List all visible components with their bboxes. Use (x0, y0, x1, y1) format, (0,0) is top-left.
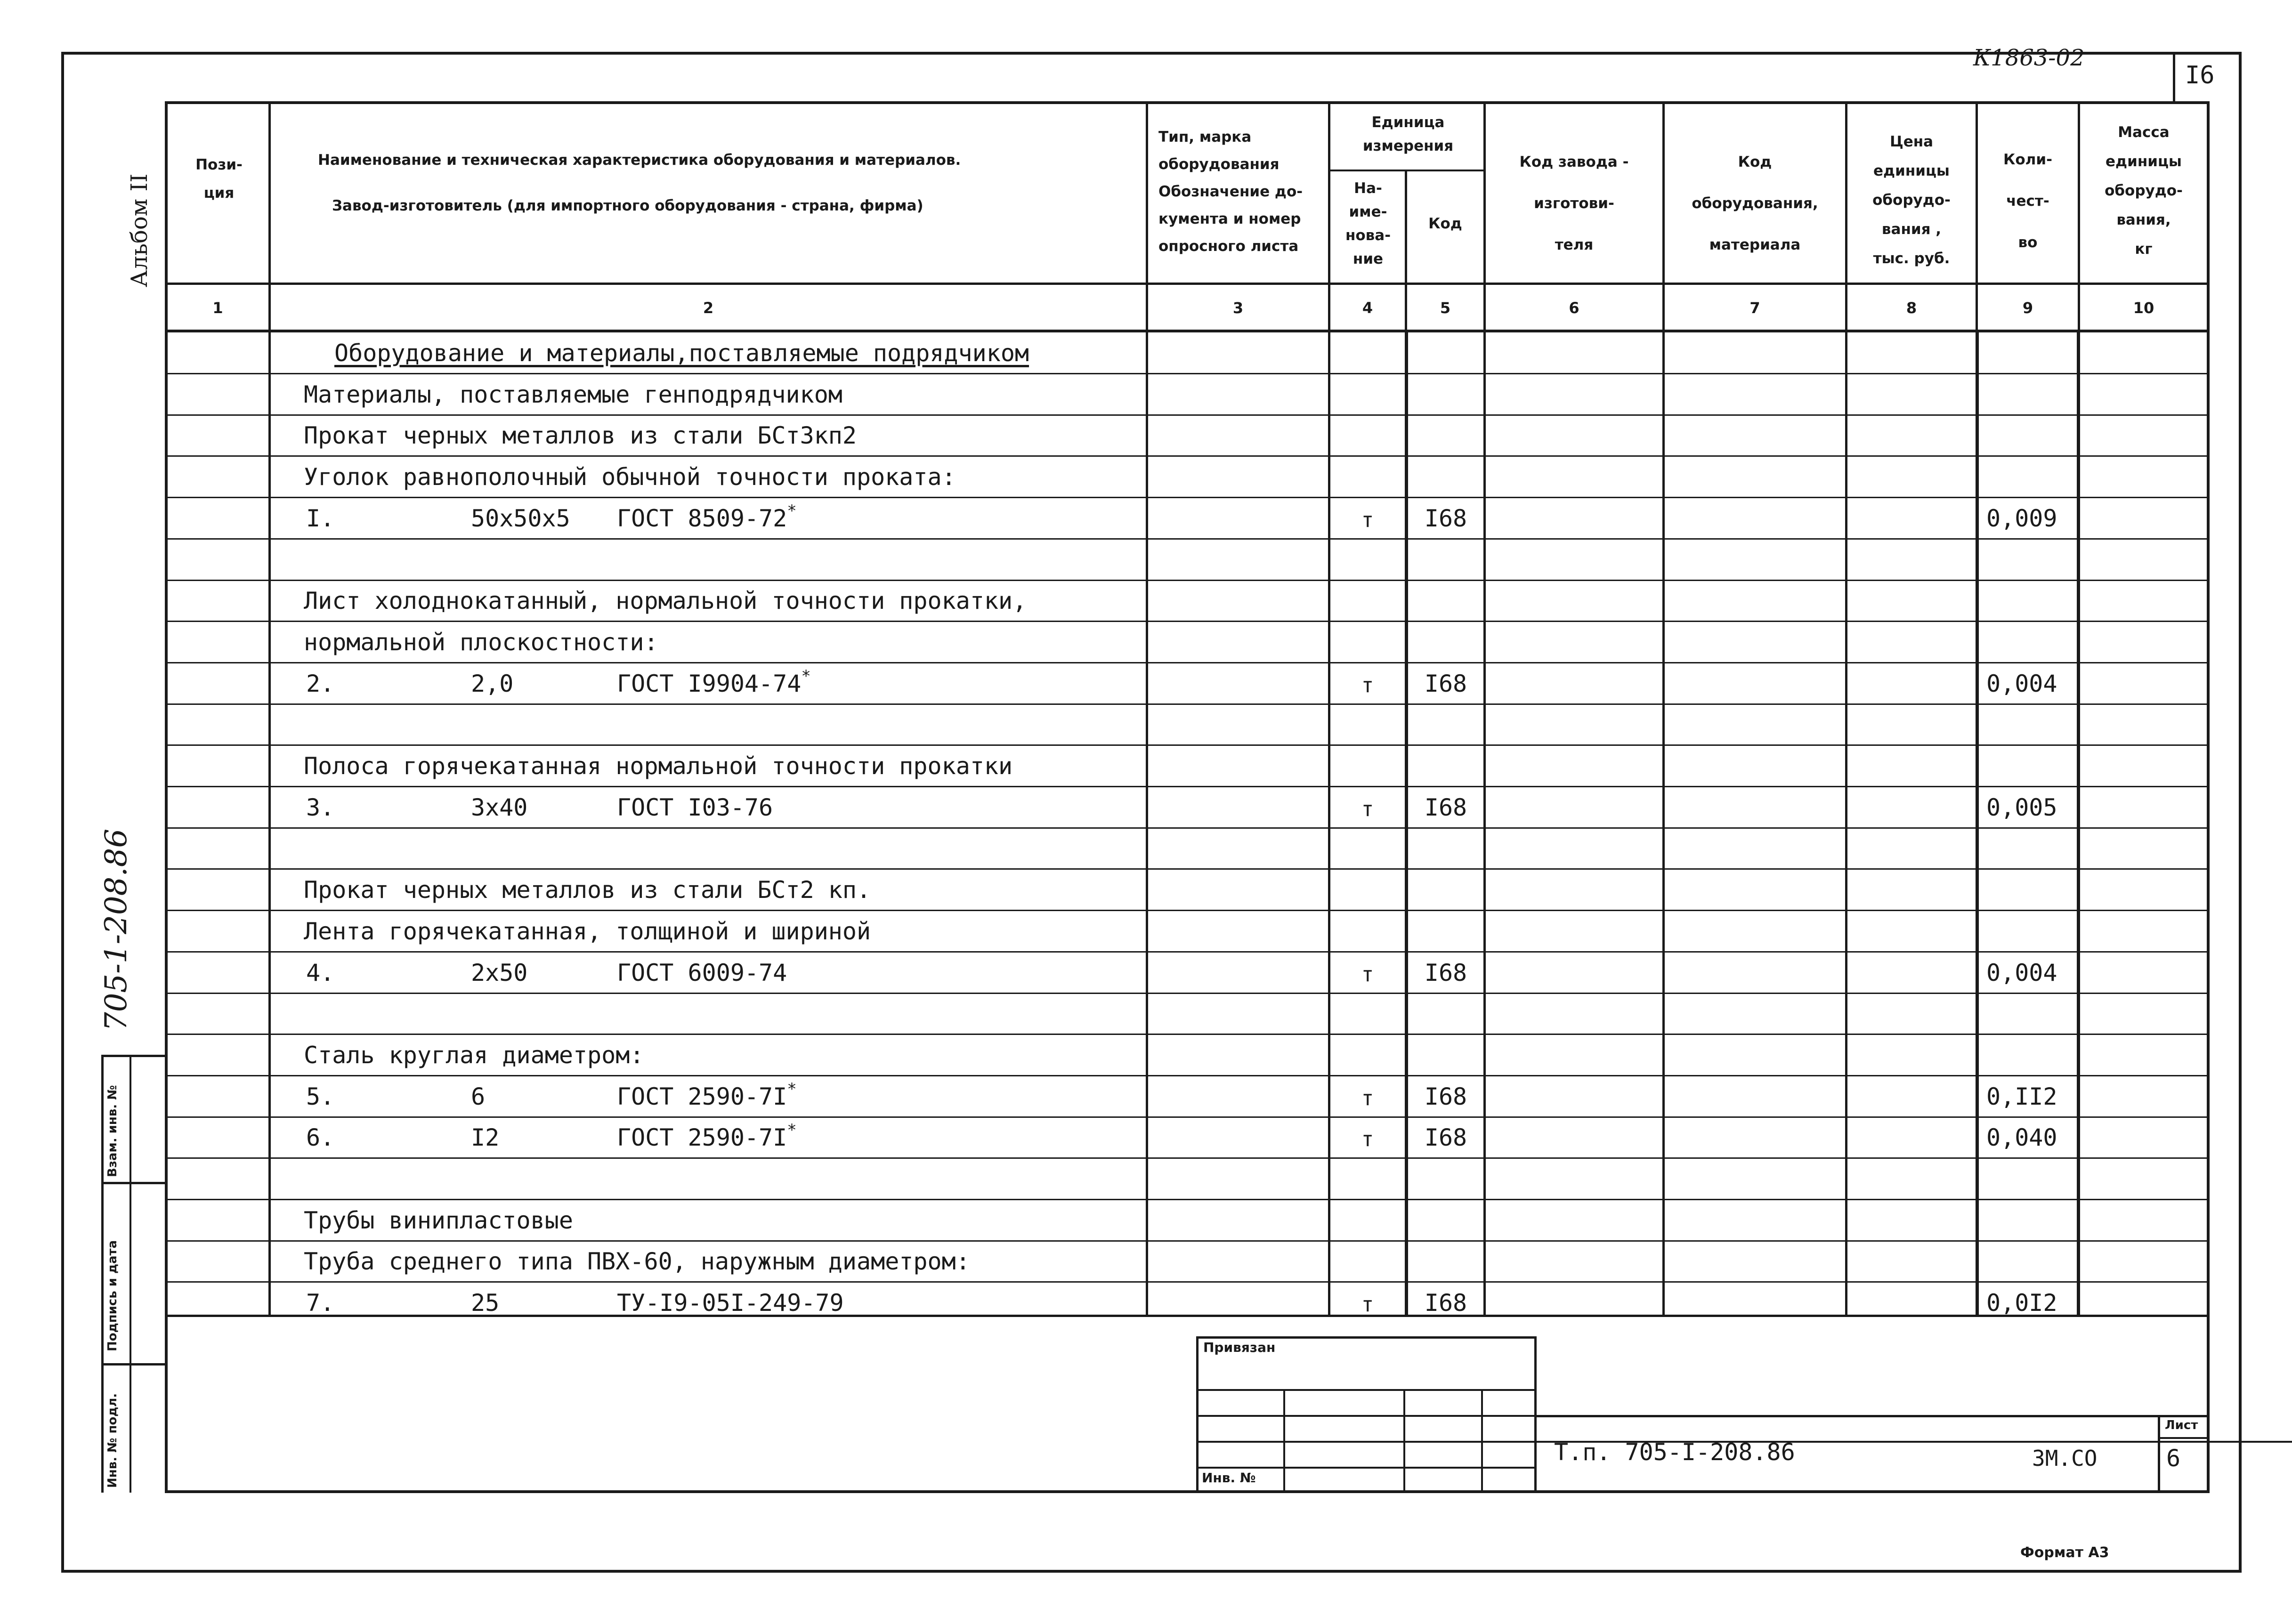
row-unit-code: I68 (1424, 505, 1467, 532)
sheet-label: Лист (2165, 1418, 2198, 1432)
row-size: 3x40 (471, 794, 528, 821)
row-quantity: 0,009 (1986, 505, 2057, 532)
handwritten-code: К1863-02 (1973, 45, 2085, 71)
header-mass: Масса единицы оборудо- вания, кг (2105, 124, 2183, 258)
row-standard: ГОСТ 6009-74 (617, 959, 787, 986)
row-text: Сталь круглая диаметром: (304, 1042, 644, 1069)
row-position: 7. (306, 1289, 335, 1317)
row-position: 5. (306, 1083, 335, 1110)
row-standard-group (617, 498, 797, 539)
header-price: Цена единицы оборудо- вания , тыс. руб. (1872, 133, 1951, 267)
row-unit-code: I68 (1424, 959, 1467, 986)
row-standard: ГОСТ 8509-72 (617, 505, 787, 532)
row-text: Лист холоднокатанный, нормальной точности прокатки, (304, 587, 1027, 614)
col-number-9: 9 (2022, 299, 2033, 317)
row-text: Уголок равнополочный обычной точности проката: (304, 463, 956, 491)
format-label: Формат А3 (2020, 1544, 2109, 1561)
row-text: Лента горячекатанная, толщиной и шириной (304, 918, 871, 945)
row-quantity: 0,004 (1986, 670, 2057, 697)
row-unit-code: I68 (1424, 1289, 1467, 1317)
row-standard-mark: * (787, 501, 797, 520)
row-standard-group (617, 787, 773, 828)
row-standard: ГОСТ 2590-7I (617, 1083, 787, 1110)
row-unit-code: I68 (1424, 1124, 1467, 1151)
row-unit: т (1361, 1293, 1374, 1317)
col-number-8: 8 (1906, 299, 1917, 317)
col-number-2: 2 (703, 299, 714, 317)
side-box-vzam: Взам. инв. № (105, 1085, 120, 1177)
side-box-podpis: Подпись и дата (105, 1240, 120, 1351)
row-standard: ГОСТ I9904-74 (617, 670, 802, 697)
row-standard-mark: * (801, 667, 811, 686)
row-position: 4. (306, 959, 335, 986)
row-standard-group (617, 1117, 797, 1158)
row-unit: т (1361, 1086, 1374, 1110)
row-size: 50x50x5 (471, 505, 570, 532)
header-unit-code: Код (1428, 215, 1462, 232)
row-unit-code: I68 (1424, 794, 1467, 821)
page-number: I6 (2185, 61, 2215, 89)
row-quantity: 0,0I2 (1986, 1289, 2057, 1317)
col-number-10: 10 (2133, 299, 2154, 317)
row-unit: т (1361, 797, 1374, 821)
header-unit-name: На- име- нова- ние (1345, 180, 1391, 267)
row-position: 2. (306, 670, 335, 697)
row-quantity: 0,040 (1986, 1124, 2057, 1151)
header-type: Тип, марка оборудования Обозначение до- кумента и номер опросного листа (1158, 129, 1303, 255)
row-text: Труба среднего типа ПВХ-60, наружным диаметром: (304, 1248, 970, 1275)
row-standard-group (617, 663, 811, 704)
row-size: 6 (471, 1083, 486, 1110)
row-standard-mark: * (787, 1121, 797, 1139)
row-text: Прокат черных металлов из стали БСт2 кп. (304, 876, 871, 904)
row-text: Трубы винипластовые (304, 1207, 573, 1234)
col-number-3: 3 (1232, 299, 1244, 317)
row-text: нормальной плоскостности: (304, 629, 658, 656)
row-unit-code: I68 (1424, 670, 1467, 697)
row-unit: т (1361, 673, 1374, 697)
col-number-1: 1 (212, 299, 223, 317)
row-quantity: 0,004 (1986, 959, 2057, 986)
row-standard: ГОСТ I03-76 (617, 794, 773, 821)
handwritten-project-number: 705-1-208.86 (99, 828, 134, 1031)
stamp-privyazan: Привязан (1203, 1340, 1276, 1355)
row-size: 25 (471, 1289, 500, 1317)
header-quantity: Коли- чест- во (2003, 151, 2052, 251)
col-number-4: 4 (1362, 299, 1373, 317)
row-position: 3. (306, 794, 335, 821)
row-position: I. (306, 505, 335, 532)
row-text: Оборудование и материалы,поставляемые подрядчиком (334, 339, 1029, 367)
row-size: I2 (471, 1124, 500, 1151)
row-standard: ГОСТ 2590-7I (617, 1124, 787, 1151)
row-text: Прокат черных металлов из стали БСт3кп2 (304, 422, 857, 449)
row-size: 2,0 (471, 670, 514, 697)
header-name-line2: Завод-изготовитель (для импортного оборудования - страна, фирма) (332, 197, 923, 214)
row-unit: т (1361, 962, 1374, 986)
row-standard-group (617, 1076, 797, 1117)
row-standard: ТУ-I9-05I-249-79 (617, 1289, 844, 1317)
col-number-7: 7 (1749, 299, 1760, 317)
row-quantity: 0,005 (1986, 794, 2057, 821)
row-standard-group (617, 952, 787, 994)
row-text: Материалы, поставляемые генподрядчиком (304, 381, 842, 408)
album-label: Альбом II (126, 173, 153, 287)
sheet-number: 6 (2166, 1445, 2181, 1472)
row-standard-group (617, 1282, 844, 1324)
row-standard-mark: * (787, 1080, 797, 1099)
row-unit-code: I68 (1424, 1083, 1467, 1110)
header-maker-code: Код завода - изготови- теля (1519, 154, 1629, 253)
side-box-inv: Инв. № подл. (105, 1393, 120, 1488)
row-text: Полоса горячекатанная нормальной точности прокатки (304, 752, 1013, 780)
header-equipment-code: Код оборудования, материала (1692, 154, 1818, 253)
col-number-5: 5 (1440, 299, 1451, 317)
row-unit: т (1361, 508, 1374, 532)
col-number-6: 6 (1569, 299, 1579, 317)
doc-code: Т.п. 705-I-208.86 (1554, 1438, 1795, 1466)
row-quantity: 0,II2 (1986, 1083, 2057, 1110)
header-name-line1: Наименование и техническая характеристика оборудования и материалов. (318, 152, 961, 169)
row-unit: т (1361, 1127, 1374, 1151)
stamp-inv: Инв. № (1202, 1470, 1256, 1486)
header-position: Пози- ция (195, 156, 243, 202)
row-position: 6. (306, 1124, 335, 1151)
row-size: 2x50 (471, 959, 528, 986)
sheet-code: ЗМ.СО (2032, 1446, 2098, 1471)
header-unit-group: Единица измерения (1362, 114, 1454, 154)
